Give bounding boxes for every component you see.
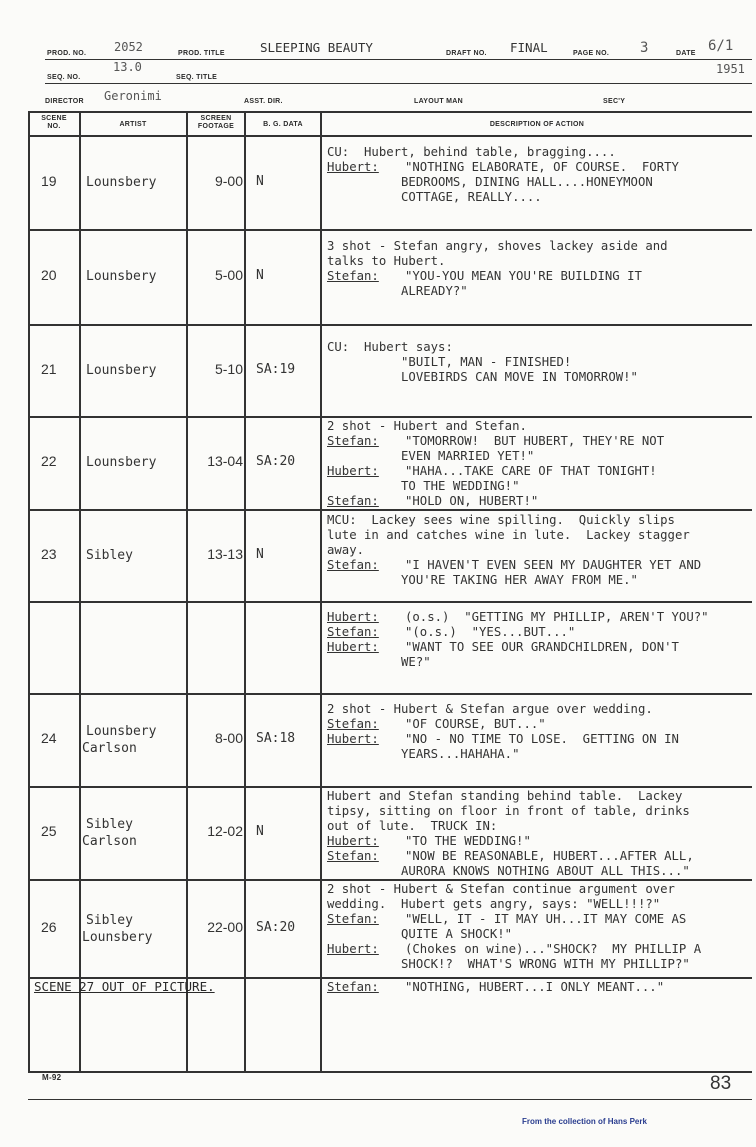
- description-line: [327, 269, 752, 284]
- description-line: [327, 284, 752, 299]
- scene-number: 23: [41, 545, 57, 562]
- dialogue-line: "I HAVEN'T EVEN SEEN MY DAUGHTER YET AND: [405, 558, 702, 572]
- dialogue-line: "OF COURSE, BUT...": [405, 717, 546, 731]
- dialogue-line: "TO THE WEDDING!": [405, 834, 531, 848]
- speaker-label: Hubert:: [327, 609, 379, 624]
- action-text: QUITE A SHOCK!": [327, 927, 513, 941]
- action-text: lute in and catches wine in lute. Lackey stagger: [327, 528, 690, 542]
- dialogue-line: "YOU-YOU MEAN YOU'RE BUILDING IT: [405, 269, 642, 283]
- description-line: [327, 558, 752, 573]
- action-description: [327, 239, 752, 299]
- action-text: SHOCK!? WHAT'S WRONG WITH MY PHILLIP?": [327, 957, 690, 971]
- action-description: [327, 789, 752, 879]
- action-description: [327, 702, 752, 762]
- director-value: Geronimi: [104, 89, 162, 103]
- col-description: DESCRIPTION OF ACTION: [489, 121, 585, 128]
- description-line: [327, 625, 752, 640]
- speaker-label: Stefan:: [327, 912, 379, 926]
- prod-title-label: PROD. TITLE: [178, 50, 225, 57]
- description-line: [327, 957, 752, 972]
- layout-man-label: LAYOUT MAN: [414, 98, 464, 105]
- director-label: DIRECTOR: [45, 98, 84, 105]
- action-text: LOVEBIRDS CAN MOVE IN TOMORROW!": [327, 370, 638, 384]
- description-line: [327, 370, 752, 385]
- bg-data: SA:19: [256, 361, 296, 377]
- speaker-label: Hubert:: [327, 732, 379, 746]
- col-bg-data: B. G. DATA: [263, 121, 303, 128]
- bg-data: SA:18: [256, 731, 296, 746]
- bg-data: SA:20: [256, 919, 296, 935]
- action-text: ALREADY?": [327, 284, 468, 298]
- col-screen-footage: SCREEN FOOTAGE: [197, 115, 235, 130]
- speaker-label: Hubert:: [327, 942, 379, 956]
- action-text: talks to Hubert.: [327, 254, 446, 268]
- description-line: [327, 804, 752, 819]
- artist-name: Sibley: [86, 547, 133, 563]
- description-line: [327, 254, 752, 269]
- description-line: [327, 340, 752, 355]
- description-line: [327, 942, 752, 957]
- dialogue-line: "NOW BE REASONABLE, HUBERT...AFTER ALL,: [405, 849, 694, 863]
- description-line: [327, 239, 752, 254]
- action-text: YOU'RE TAKING HER AWAY FROM ME.": [327, 573, 638, 587]
- seq-no-label: SEQ. NO.: [47, 74, 81, 81]
- action-text: 2 shot - Hubert and Stefan.: [327, 419, 527, 433]
- bg-data: N: [256, 268, 264, 283]
- seq-title-label: SEQ. TITLE: [176, 74, 218, 81]
- action-text: CU: Hubert says:: [327, 340, 453, 354]
- scene-number: 26: [41, 918, 57, 935]
- action-text: WE?": [327, 654, 431, 669]
- description-line: [327, 912, 752, 927]
- bg-data: N: [256, 824, 264, 839]
- prod-title-value: SLEEPING BEAUTY: [260, 40, 373, 55]
- action-text: 2 shot - Hubert & Stefan argue over wedding.: [327, 702, 653, 716]
- scene-number: 19: [41, 172, 57, 189]
- speaker-label: Stefan:: [327, 717, 379, 731]
- date-bottom-value: 1951: [716, 62, 745, 76]
- description-line: [327, 355, 752, 370]
- description-line: [327, 717, 752, 732]
- bg-data: N: [256, 173, 264, 189]
- artist-name: Carlson: [82, 834, 137, 849]
- dialogue-line: "NOTHING ELABORATE, OF COURSE. FORTY: [405, 159, 679, 174]
- action-text: Hubert and Stefan standing behind table. Lackey: [327, 789, 683, 803]
- speaker-label: Stefan:: [327, 494, 379, 508]
- description-line: [327, 655, 752, 670]
- dialogue-line: (Chokes on wine)..."SHOCK? MY PHILLIP A: [405, 942, 702, 956]
- bg-data: N: [256, 546, 264, 562]
- artist-name: Lounsbery: [86, 455, 157, 470]
- dialogue-line: "HOLD ON, HUBERT!": [405, 494, 539, 508]
- speaker-label: Stefan:: [327, 624, 379, 639]
- scene-number: 24: [41, 730, 57, 746]
- description-line: [327, 864, 752, 879]
- scene-number: 21: [41, 360, 57, 377]
- action-description: [327, 610, 752, 670]
- dialogue-line: "NOTHING, HUBERT...I ONLY MEANT...": [405, 980, 665, 994]
- description-line: [327, 434, 752, 449]
- action-description: [327, 419, 752, 509]
- speaker-label: Stefan:: [327, 980, 379, 994]
- screen-footage: 9-00: [214, 172, 243, 189]
- form-number: M-92: [42, 1073, 62, 1082]
- draft-no-label: DRAFT NO.: [446, 50, 487, 57]
- draft-no-value: FINAL: [510, 40, 548, 55]
- dialogue-line: "HAHA...TAKE CARE OF THAT TONIGHT!: [405, 464, 657, 478]
- date-top-value: 6/1: [708, 38, 734, 54]
- description-line: [327, 732, 752, 747]
- action-description: [327, 882, 752, 972]
- scene-number: 22: [41, 453, 57, 469]
- col-artist: ARTIST: [119, 121, 147, 128]
- description-line: [327, 747, 752, 762]
- page-no-label: PAGE NO.: [573, 50, 610, 57]
- collection-credit: From the collection of Hans Perk: [522, 1117, 647, 1126]
- action-text: 2 shot - Hubert & Stefan continue argument over: [327, 882, 675, 896]
- description-line: [327, 640, 752, 655]
- action-text: TO THE WEDDING!": [327, 479, 520, 493]
- action-description: [327, 513, 752, 588]
- screen-footage: 5-10: [214, 360, 243, 377]
- dialogue-line: "TOMORROW! BUT HUBERT, THEY'RE NOT: [405, 434, 665, 448]
- action-description: [327, 145, 752, 205]
- description-line: [327, 789, 752, 804]
- artist-name: Lounsbery: [86, 174, 157, 190]
- description-line: [327, 160, 752, 175]
- description-line: [327, 702, 752, 717]
- dialogue-line: "WANT TO SEE OUR GRANDCHILDREN, DON'T: [405, 639, 679, 654]
- scene-27-note: SCENE 27 OUT OF PICTURE.: [34, 979, 215, 994]
- action-text: tipsy, sitting on floor in front of table, drinks: [327, 804, 690, 818]
- speaker-label: Hubert:: [327, 834, 379, 848]
- action-text: wedding. Hubert gets angry, says: "WELL!!!?": [327, 897, 661, 911]
- artist-name: Lounsbery: [82, 929, 153, 945]
- description-line: [327, 145, 752, 160]
- asst-dir-label: ASST. DIR.: [244, 98, 283, 105]
- description-line: [327, 834, 752, 849]
- speaker-label: Stefan:: [327, 849, 379, 863]
- speaker-label: Hubert:: [327, 464, 379, 478]
- description-line: [327, 513, 752, 528]
- description-line: [327, 819, 752, 834]
- artist-name: Lounsbery: [86, 269, 157, 284]
- speaker-label: Hubert:: [327, 639, 379, 654]
- description-line: [327, 573, 752, 588]
- date-label: DATE: [676, 50, 696, 57]
- prod-no-value: 2052: [114, 40, 143, 54]
- speaker-label: Hubert:: [327, 159, 379, 174]
- dialogue-line: "NO - NO TIME TO LOSE. GETTING ON IN: [405, 732, 679, 746]
- scene-number: 20: [41, 267, 57, 283]
- description-line: [327, 175, 752, 190]
- description-line: [327, 543, 752, 558]
- bg-data: SA:20: [256, 454, 296, 469]
- action-text: EVEN MARRIED YET!": [327, 449, 535, 463]
- action-text: AURORA KNOWS NOTHING ABOUT ALL THIS...": [327, 864, 690, 878]
- screen-footage: 12-02: [207, 823, 243, 839]
- action-text: BEDROOMS, DINING HALL....HONEYMOON: [327, 174, 653, 189]
- action-text: COTTAGE, REALLY....: [327, 189, 542, 204]
- speaker-label: Stefan:: [327, 269, 379, 283]
- dialogue-line: "(o.s.) "YES...BUT...": [405, 624, 576, 639]
- description-line: [327, 449, 752, 464]
- seq-no-value: 13.0: [113, 60, 142, 74]
- page-no-value: 3: [640, 40, 649, 56]
- dialogue-line: (o.s.) "GETTING MY PHILLIP, AREN'T YOU?": [405, 609, 709, 624]
- speaker-label: Stefan:: [327, 558, 379, 572]
- action-text: MCU: Lackey sees wine spilling. Quickly slips: [327, 513, 675, 527]
- screen-footage: 13-04: [207, 453, 243, 469]
- description-line: [327, 494, 752, 509]
- screen-footage: 5-00: [214, 267, 243, 283]
- screen-footage: 8-00: [214, 730, 243, 746]
- action-text: YEARS...HAHAHA.": [327, 747, 520, 761]
- secy-label: SEC'Y: [603, 98, 626, 105]
- description-line: [327, 419, 752, 434]
- screen-footage: 13-13: [207, 545, 243, 562]
- description-line: [327, 849, 752, 864]
- description-line: [327, 897, 752, 912]
- col-scene-no: SCENE NO.: [41, 115, 67, 130]
- screen-footage: 22-00: [207, 918, 243, 935]
- description-line: [327, 882, 752, 897]
- speaker-label: Stefan:: [327, 434, 379, 448]
- action-description: [327, 340, 752, 385]
- description-line: [327, 464, 752, 479]
- artist-name: Lounsbery: [86, 362, 157, 378]
- prod-no-label: PROD. NO.: [47, 50, 87, 57]
- action-text: CU: Hubert, behind table, bragging....: [327, 144, 616, 159]
- action-text: away.: [327, 543, 365, 557]
- description-line: [327, 479, 752, 494]
- description-line: [327, 190, 752, 205]
- description-line: [327, 610, 752, 625]
- action-text: out of lute. TRUCK IN:: [327, 819, 498, 833]
- page-number: 83: [710, 1073, 732, 1094]
- action-text: "BUILT, MAN - FINISHED!: [327, 355, 572, 369]
- description-line: [327, 927, 752, 942]
- action-text: 3 shot - Stefan angry, shoves lackey aside and: [327, 239, 668, 253]
- artist-name: Lounsbery: [86, 724, 157, 739]
- artist-name: Sibley: [86, 817, 133, 832]
- description-line: [327, 528, 752, 543]
- scene-number: 25: [41, 823, 57, 839]
- artist-name: Sibley: [86, 912, 133, 928]
- artist-name: Carlson: [82, 741, 137, 756]
- dialogue-line: "WELL, IT - IT MAY UH...IT MAY COME AS: [405, 912, 687, 926]
